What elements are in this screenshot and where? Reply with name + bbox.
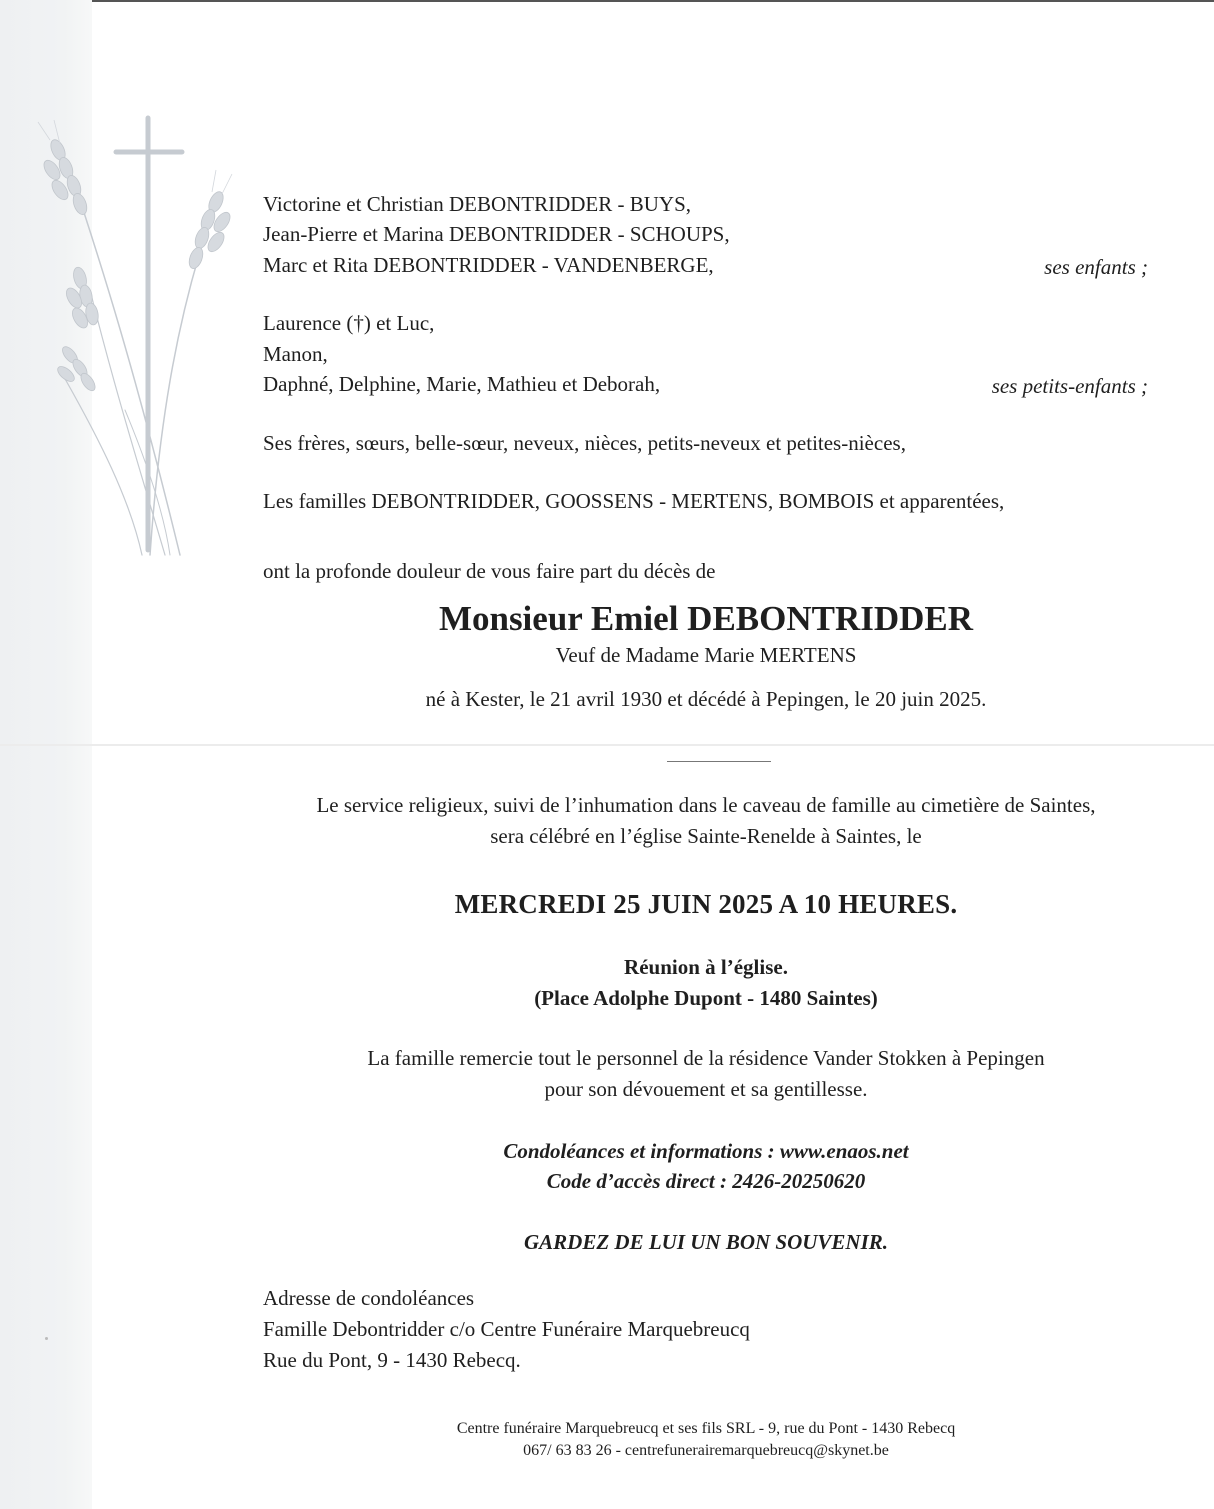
thanks-line-2: pour son dévouement et sa gentillesse.	[544, 1077, 868, 1101]
birth-death-line: né à Kester, le 21 avril 1930 et décédé à Pepingen, le 20 juin 2025.	[425, 687, 987, 711]
postal-heading: Adresse de condoléances	[263, 1286, 475, 1310]
postal-line-2: Rue du Pont, 9 - 1430 Rebecq.	[263, 1348, 521, 1372]
section-divider	[667, 761, 771, 762]
widower-line: Veuf de Madame Marie MERTENS	[555, 643, 857, 667]
children-note: ses enfants ;	[1044, 255, 1148, 279]
child-line-2: Jean-Pierre et Marina DEBONTRIDDER - SCHOUPS,	[263, 222, 730, 246]
grandchild-line-2: Manon,	[263, 342, 328, 366]
fold-line	[0, 744, 1214, 746]
child-line-3: Marc et Rita DEBONTRIDDER - VANDENBERGE,	[263, 253, 714, 277]
child-line-1: Victorine et Christian DEBONTRIDDER - BUYS,	[263, 192, 692, 216]
service-line-1: Le service religieux, suivi de l’inhumation dans le caveau de famille au cimetière de Saintes,	[316, 793, 1096, 817]
footer-line-1: Centre funéraire Marquebreucq et ses fils SRL - 9, rue du Pont - 1430 Rebecq	[456, 1420, 956, 1437]
grandchildren-note: ses petits-enfants ;	[991, 374, 1148, 398]
service-line-2: sera célébré en l’église Sainte-Renelde à Saintes, le	[490, 824, 922, 848]
meeting-line: Réunion à l’église.	[624, 955, 788, 979]
service-date: MERCREDI 25 JUIN 2025 A 10 HEURES.	[454, 889, 958, 919]
siblings-line: Ses frères, sœurs, belle-sœur, neveux, nièces, petits-neveux et petites-nièces,	[263, 431, 906, 455]
postal-line-1: Famille Debontridder c/o Centre Funéraire Marquebreucq	[263, 1317, 750, 1341]
cross-wheat-icon	[30, 110, 240, 560]
church-address: (Place Adolphe Dupont - 1480 Saintes)	[534, 986, 878, 1010]
remember-line: GARDEZ DE LUI UN BON SOUVENIR.	[523, 1230, 889, 1254]
families-line: Les familles DEBONTRIDDER, GOOSSENS - MERTENS, BOMBOIS et apparentées,	[263, 489, 1005, 513]
grandchild-line-1: Laurence (†) et Luc,	[263, 311, 435, 335]
announcement-intro: ont la profonde douleur de vous faire part du décès de	[263, 559, 716, 583]
scan-speck	[45, 1337, 48, 1340]
grandchild-line-3: Daphné, Delphine, Marie, Mathieu et Deborah,	[263, 372, 661, 396]
thanks-line-1: La famille remercie tout le personnel de la résidence Vander Stokken à Pepingen	[367, 1046, 1045, 1070]
condolences-info: Condoléances et informations : www.enaos.net	[503, 1139, 909, 1163]
top-border	[0, 0, 1214, 2]
footer-line-2: 067/ 63 83 26 - centrefunerairemarquebreucq@skynet.be	[523, 1442, 889, 1459]
access-code: Code d’accès direct : 2426-20250620	[546, 1169, 866, 1193]
deceased-name: Monsieur Emiel DEBONTRIDDER	[438, 599, 974, 638]
